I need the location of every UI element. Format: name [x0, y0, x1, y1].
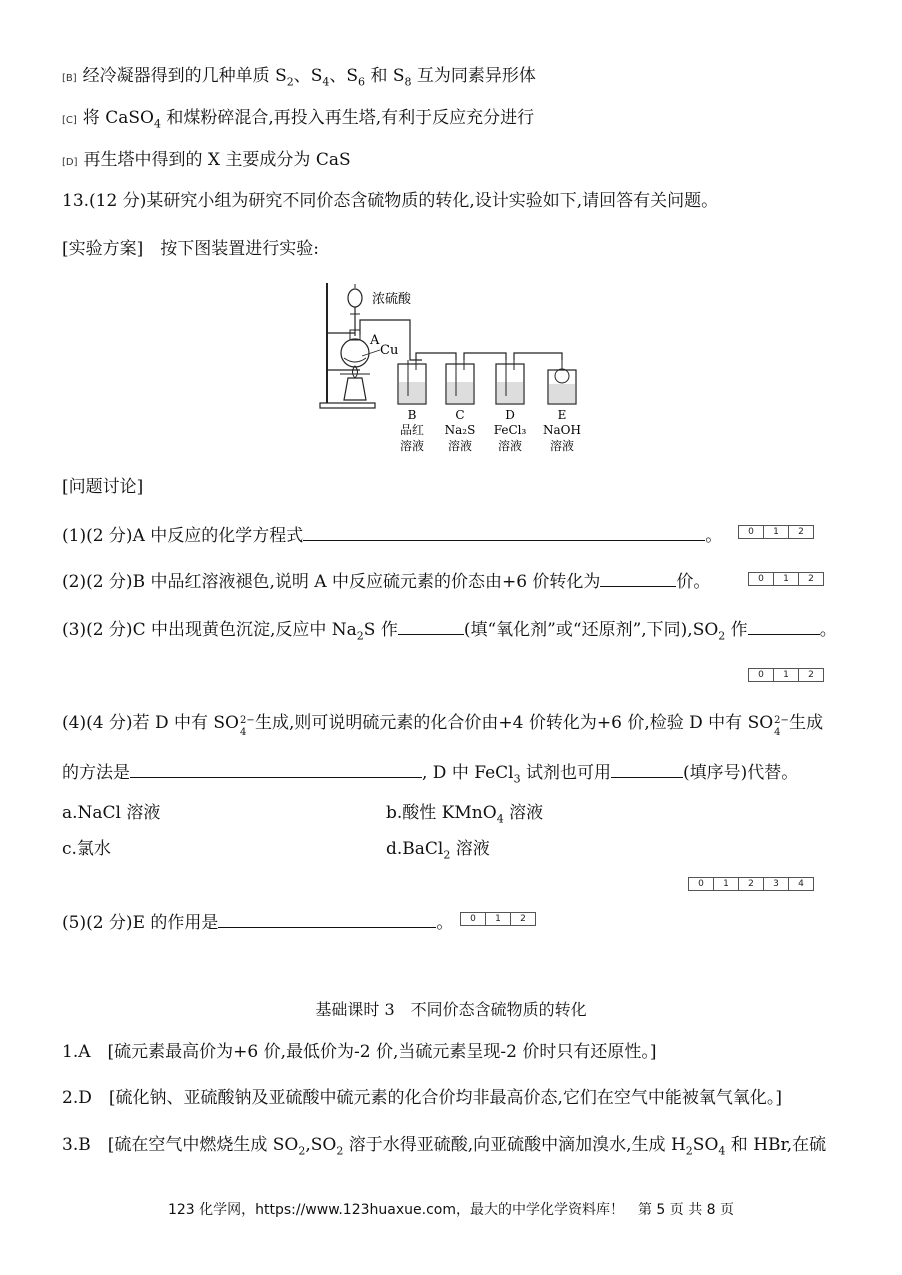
round-bottom-flask	[341, 339, 369, 367]
score-box-q3[interactable]: 0 1 2	[748, 668, 824, 682]
experiment-scheme-heading: [实验方案] 按下图装置进行实验:	[62, 239, 319, 259]
bottle-d-letter: D	[505, 408, 515, 422]
bottle-c-line2: 溶液	[447, 439, 473, 453]
bottle-b-line1: 品红	[399, 423, 425, 437]
q4-option-a: a.NaCl 溶液	[62, 803, 161, 823]
beaker-e	[548, 360, 576, 404]
score-box-q4[interactable]: 0 1 2 3 4	[688, 877, 814, 891]
q4-option-c: c.氯水	[62, 839, 111, 859]
score-box-q5[interactable]: 0 1 2	[460, 912, 536, 926]
score-box-q2[interactable]: 0 1 2	[748, 572, 824, 586]
answer-section-title: 基础课时 3 不同价态含硫物质的转化	[315, 1000, 587, 1019]
question-4-line2: 的方法是 , D 中 FeCl$_3$ 试剂也可用 (填序号)代替。	[62, 759, 798, 791]
bottle-c-letter: C	[455, 408, 465, 422]
bottle-b-line2: 溶液	[399, 439, 425, 453]
question-1: (1)(2 分)A 中反应的化学方程式 。	[62, 522, 722, 548]
option-letter: [C]	[62, 115, 77, 126]
question-5: (5)(2 分)E 的作用是 。	[62, 909, 453, 935]
option-d: [D] 再生塔中得到的 X 主要成分为 CaS	[62, 150, 351, 170]
answer-blank-4b[interactable]	[611, 759, 683, 778]
answer-blank-4a[interactable]	[130, 759, 422, 778]
question-2: (2)(2 分)B 中品红溶液褪色,说明 A 中反应硫元素的价态由+6 价转化为 价。	[62, 568, 710, 594]
answer-2: 2.D [硫化钠、亚硫酸钠及亚硫酸中硫元素的化合价均非最高价态,它们在空气中能被氧气氧化。]	[62, 1088, 783, 1108]
answer-blank-3a[interactable]	[398, 616, 464, 635]
sulfate-charge: 2− 4	[240, 715, 255, 738]
question-4-line1: (4)(4 分)若 D 中有 SO 2− 4 生成,则可说明硫元素的化合价由+4 价转化为+6 价,检验 D 中有 SO 2− 4 生成	[62, 713, 824, 738]
discussion-heading: [问题讨论]	[62, 477, 144, 497]
bottle-c	[446, 360, 474, 404]
flask-a-label: A	[370, 333, 380, 348]
score-box-q1[interactable]: 0 1 2	[738, 525, 814, 539]
answer-blank-5[interactable]	[218, 909, 436, 928]
question-13-stem: 13.(12 分)某研究小组为研究不同价态含硫物质的转化,设计实验如下,请回答有关问题。	[62, 191, 719, 211]
answer-3: 3.B [硫在空气中燃烧生成 $SO_2,SO_2$ 溶于水得亚硫酸,向亚硫酸中滴加溴水,生成 $H_2SO_4$ 和 HBr,在硫	[62, 1135, 827, 1158]
question-3: (3)(2 分)C 中出现黄色沉淀,反应中 $Na_2S$ 作 (填“氧化剂”或“还原剂”,下同)$,SO_2$ 作 。	[62, 616, 837, 648]
cu-label: Cu	[380, 343, 399, 358]
bottle-b	[398, 360, 426, 404]
option-letter: [B]	[62, 73, 77, 84]
option-c: [C] 将 CaSO$_4$ 和煤粉碎混合,再投入再生塔,有利于反应充分进行	[62, 108, 535, 131]
separatory-funnel	[348, 289, 362, 307]
answer-blank-3b[interactable]	[748, 616, 820, 635]
option-b: [B] 经冷凝器得到的几种单质 $S_2$、$S_4$、$S_6$ 和 $S_8$ 互为同素异形体	[62, 66, 536, 89]
q4-option-d: d.BaCl$_2$ 溶液	[386, 839, 490, 862]
acid-label: 浓硫酸	[372, 292, 412, 307]
option-letter: [D]	[62, 157, 78, 168]
beaker-e-letter: E	[557, 408, 567, 422]
page-footer: 123 化学网，https://www.123huaxue.com，最大的中学化学资料库！ 第 5 页 共 8 页	[167, 1202, 735, 1218]
apparatus-figure	[300, 278, 600, 460]
bottle-d-line1: FeCl₃	[493, 423, 527, 437]
bottle-b-letter: B	[407, 408, 417, 422]
beaker-e-line1: NaOH	[543, 423, 581, 437]
answer-blank-2[interactable]	[600, 568, 676, 587]
bottle-d	[496, 360, 524, 404]
answer-1: 1.A [硫元素最高价为+6 价,最低价为-2 价,当硫元素呈现-2 价时只有还原性。]	[62, 1042, 657, 1062]
alcohol-lamp	[344, 378, 366, 400]
bottle-c-line1: Na₂S	[444, 423, 476, 437]
q4-option-b: b.酸性 KMnO$_4$ 溶液	[386, 803, 544, 826]
beaker-e-line2: 溶液	[549, 439, 575, 453]
answer-blank-1[interactable]	[303, 522, 705, 541]
stand-base	[320, 403, 375, 408]
bottle-d-line2: 溶液	[497, 439, 523, 453]
